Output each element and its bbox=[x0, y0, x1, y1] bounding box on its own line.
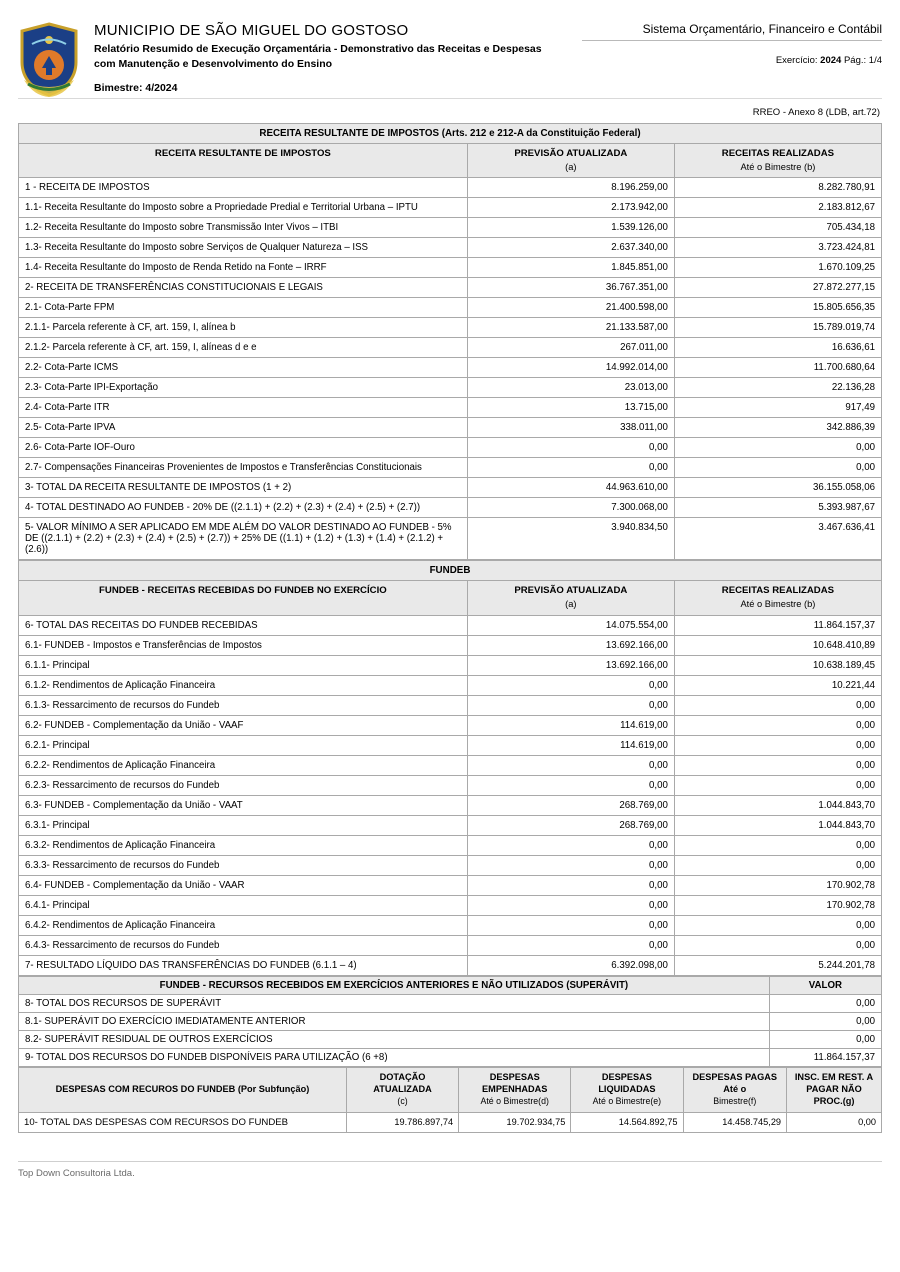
row-value-realizadas: 22.136,28 bbox=[674, 378, 881, 398]
column-header-description: RECEITA RESULTANTE DE IMPOSTOS bbox=[19, 144, 468, 178]
row-value-realizadas: 0,00 bbox=[674, 835, 881, 855]
row-value-realizadas: 0,00 bbox=[674, 855, 881, 875]
row-value-realizadas: 8.282.780,91 bbox=[674, 178, 881, 198]
footer-text: Top Down Consultoria Ltda. bbox=[18, 1167, 135, 1179]
column-header-empenhadas-sub: Até o Bimestre(d) bbox=[480, 1096, 549, 1107]
table-row bbox=[19, 655, 882, 675]
row-value-previsao: 2.637.340,00 bbox=[467, 238, 674, 258]
report-title-line1: Relatório Resumido de Execução Orçamentária - Demonstrativo das Receitas e Despesas bbox=[94, 43, 542, 55]
row-value-realizadas: 36.155.058,06 bbox=[674, 478, 881, 498]
logo-container bbox=[18, 22, 90, 96]
column-header-previsao-fundeb bbox=[467, 581, 674, 615]
row-value-pagas: 14.458.745,29 bbox=[683, 1112, 787, 1132]
document-header bbox=[18, 22, 882, 96]
table-row bbox=[19, 198, 882, 218]
header-right bbox=[582, 22, 882, 66]
table-row bbox=[19, 478, 882, 498]
document-footer bbox=[18, 1161, 882, 1179]
row-value-realizadas: 2.183.812,67 bbox=[674, 198, 881, 218]
row-value-realizadas: 10.648.410,89 bbox=[674, 635, 881, 655]
column-header-previsao-sub: (a) bbox=[565, 161, 577, 172]
band-title-fundeb: FUNDEB bbox=[19, 561, 882, 581]
column-header-liquidadas bbox=[571, 1067, 683, 1112]
row-value-previsao: 1.845.851,00 bbox=[467, 258, 674, 278]
row-label: 9- TOTAL DOS RECURSOS DO FUNDEB DISPONÍVEIS PARA UTILIZAÇÃO (6 +8) bbox=[19, 1048, 770, 1066]
table-row bbox=[19, 735, 882, 755]
row-label: 6.3- FUNDEB - Complementação da União - VAAT bbox=[19, 795, 468, 815]
table-row bbox=[19, 258, 882, 278]
row-label: 6.4.1- Principal bbox=[19, 895, 468, 915]
row-value-previsao: 268.769,00 bbox=[467, 815, 674, 835]
row-label: 2.1- Cota-Parte FPM bbox=[19, 298, 468, 318]
row-label: 2.5- Cota-Parte IPVA bbox=[19, 418, 468, 438]
table-row bbox=[19, 458, 882, 478]
table-row bbox=[19, 815, 882, 835]
table-header-row bbox=[19, 144, 882, 178]
row-value-realizadas: 0,00 bbox=[674, 438, 881, 458]
column-header-pagas-label: DESPESAS PAGAS Até o bbox=[692, 1072, 778, 1095]
bimestre-value: 4/2024 bbox=[145, 82, 178, 95]
row-value-realizadas: 0,00 bbox=[674, 755, 881, 775]
row-label: 3- TOTAL DA RECEITA RESULTANTE DE IMPOSTOS (1 + 2) bbox=[19, 478, 468, 498]
column-header-realizadas-sub: Até o Bimestre (b) bbox=[740, 161, 816, 172]
row-value-previsao: 13.715,00 bbox=[467, 398, 674, 418]
row-value-realizadas: 11.700.680,64 bbox=[674, 358, 881, 378]
row-value-previsao: 0,00 bbox=[467, 835, 674, 855]
row-value-previsao: 267.011,00 bbox=[467, 338, 674, 358]
row-label: 2.4- Cota-Parte ITR bbox=[19, 398, 468, 418]
row-value-previsao: 8.196.259,00 bbox=[467, 178, 674, 198]
row-value-realizadas: 15.789.019,74 bbox=[674, 318, 881, 338]
table-row bbox=[19, 715, 882, 735]
row-label: 2.1.2- Parcela referente à CF, art. 159, I, alíneas d e e bbox=[19, 338, 468, 358]
row-label: 8- TOTAL DOS RECURSOS DE SUPERÁVIT bbox=[19, 994, 770, 1012]
row-value-realizadas: 0,00 bbox=[674, 775, 881, 795]
row-value-realizadas: 27.872.277,15 bbox=[674, 278, 881, 298]
row-value-previsao: 0,00 bbox=[467, 438, 674, 458]
table-header-row bbox=[19, 581, 882, 615]
row-label: 6.2.1- Principal bbox=[19, 735, 468, 755]
table-body-section1 bbox=[19, 178, 882, 560]
table-row bbox=[19, 218, 882, 238]
row-value-realizadas: 16.636,61 bbox=[674, 338, 881, 358]
column-header-description-fundeb: FUNDEB - RECEITAS RECEBIDAS DO FUNDEB NO EXERCÍCIO bbox=[19, 581, 468, 615]
table-row bbox=[19, 1048, 882, 1066]
row-label: 6.1.3- Ressarcimento de recursos do Fundeb bbox=[19, 695, 468, 715]
table-row bbox=[19, 635, 882, 655]
column-header-previsao-fundeb-sub: (a) bbox=[565, 599, 577, 610]
row-value-previsao: 0,00 bbox=[467, 775, 674, 795]
row-value-previsao: 1.539.126,00 bbox=[467, 218, 674, 238]
row-label: 2.7- Compensações Financeiras Provenientes de Impostos e Transferências Constitucionais bbox=[19, 458, 468, 478]
column-header-previsao bbox=[467, 144, 674, 178]
column-header-dotacao bbox=[346, 1067, 458, 1112]
row-value-realizadas: 1.044.843,70 bbox=[674, 795, 881, 815]
row-label: 6.4- FUNDEB - Complementação da União - VAAR bbox=[19, 875, 468, 895]
table-row bbox=[19, 915, 882, 935]
row-value-previsao: 0,00 bbox=[467, 695, 674, 715]
row-value-empenhadas: 19.702.934,75 bbox=[459, 1112, 571, 1132]
row-label: 6.2- FUNDEB - Complementação da União - VAAF bbox=[19, 715, 468, 735]
row-value-realizadas: 0,00 bbox=[674, 715, 881, 735]
row-label: 7- RESULTADO LÍQUIDO DAS TRANSFERÊNCIAS DO FUNDEB (6.1.1 – 4) bbox=[19, 955, 468, 975]
table-row bbox=[19, 438, 882, 458]
header-divider-2 bbox=[18, 98, 882, 99]
table-row bbox=[19, 418, 882, 438]
exercicio-value: 2024 bbox=[820, 55, 842, 66]
row-label: 1.4- Receita Resultante do Imposto de Renda Retido na Fonte – IRRF bbox=[19, 258, 468, 278]
row-value-realizadas: 0,00 bbox=[674, 458, 881, 478]
row-value-previsao: 21.133.587,00 bbox=[467, 318, 674, 338]
row-value-realizadas: 10.221,44 bbox=[674, 675, 881, 695]
row-label: 10- TOTAL DAS DESPESAS COM RECURSOS DO FUNDEB bbox=[19, 1112, 347, 1132]
table-row bbox=[19, 278, 882, 298]
row-label: 6.3.1- Principal bbox=[19, 815, 468, 835]
page-value: 1/4 bbox=[868, 55, 882, 66]
row-value-previsao: 7.300.068,00 bbox=[467, 498, 674, 518]
row-value-previsao: 0,00 bbox=[467, 458, 674, 478]
row-label: 1.1- Receita Resultante do Imposto sobre a Propriedade Predial e Territorial Urbana – IPTU bbox=[19, 198, 468, 218]
table-row bbox=[19, 1112, 882, 1132]
column-header-despesas-desc: DESPESAS COM RECUROS DO FUNDEB (Por Subfunção) bbox=[19, 1067, 347, 1112]
table-row bbox=[19, 318, 882, 338]
row-label: 8.1- SUPERÁVIT DO EXERCÍCIO IMEDIATAMENTE ANTERIOR bbox=[19, 1012, 770, 1030]
table-row bbox=[19, 178, 882, 198]
table-fundeb-receitas bbox=[18, 560, 882, 975]
exercicio-field bbox=[582, 55, 882, 66]
row-value-previsao: 14.075.554,00 bbox=[467, 615, 674, 635]
row-value-realizadas: 0,00 bbox=[674, 935, 881, 955]
row-label: 2.2- Cota-Parte ICMS bbox=[19, 358, 468, 378]
row-value-valor: 11.864.157,37 bbox=[769, 1048, 881, 1066]
table-row bbox=[19, 955, 882, 975]
table-body-section2 bbox=[19, 615, 882, 975]
row-value-realizadas: 170.902,78 bbox=[674, 875, 881, 895]
row-label: 8.2- SUPERÁVIT RESIDUAL DE OUTROS EXERCÍCIOS bbox=[19, 1030, 770, 1048]
table-band-row bbox=[19, 561, 882, 581]
column-header-realizadas bbox=[674, 144, 881, 178]
row-value-realizadas: 917,49 bbox=[674, 398, 881, 418]
column-header-inscritas: INSC. EM REST. A PAGAR NÃO PROC.(g) bbox=[787, 1067, 882, 1112]
row-value-realizadas: 1.670.109,25 bbox=[674, 258, 881, 278]
table-body-section3 bbox=[19, 994, 882, 1066]
row-label: 6.3.2- Rendimentos de Aplicação Financeira bbox=[19, 835, 468, 855]
column-header-realizadas-fundeb bbox=[674, 581, 881, 615]
row-label: 6- TOTAL DAS RECEITAS DO FUNDEB RECEBIDAS bbox=[19, 615, 468, 635]
bimestre-field bbox=[94, 82, 582, 94]
row-value-realizadas: 11.864.157,37 bbox=[674, 615, 881, 635]
table-band-row bbox=[19, 976, 882, 994]
table-row bbox=[19, 398, 882, 418]
column-header-previsao-label: PREVISÃO ATUALIZADA bbox=[514, 148, 628, 159]
row-label: 2.6- Cota-Parte IOF-Ouro bbox=[19, 438, 468, 458]
table-row bbox=[19, 855, 882, 875]
table-header-row bbox=[19, 1067, 882, 1112]
table-band-row bbox=[19, 124, 882, 144]
table-row bbox=[19, 755, 882, 775]
row-value-realizadas: 342.886,39 bbox=[674, 418, 881, 438]
table-row bbox=[19, 994, 882, 1012]
row-value-realizadas: 1.044.843,70 bbox=[674, 815, 881, 835]
table-row bbox=[19, 378, 882, 398]
row-label: 1 - RECEITA DE IMPOSTOS bbox=[19, 178, 468, 198]
row-value-realizadas: 0,00 bbox=[674, 735, 881, 755]
row-label: 1.3- Receita Resultante do Imposto sobre Serviços de Qualquer Natureza – ISS bbox=[19, 238, 468, 258]
row-value-realizadas: 0,00 bbox=[674, 695, 881, 715]
row-label: 2.3- Cota-Parte IPI-Exportação bbox=[19, 378, 468, 398]
column-header-dotacao-sub: (c) bbox=[397, 1096, 408, 1107]
bimestre-label: Bimestre: bbox=[94, 82, 143, 95]
row-value-previsao: 13.692.166,00 bbox=[467, 635, 674, 655]
row-value-previsao: 36.767.351,00 bbox=[467, 278, 674, 298]
row-value-previsao: 268.769,00 bbox=[467, 795, 674, 815]
row-label: 6.3.3- Ressarcimento de recursos do Fundeb bbox=[19, 855, 468, 875]
column-header-pagas bbox=[683, 1067, 787, 1112]
row-label: 2.1.1- Parcela referente à CF, art. 159, I, alínea b bbox=[19, 318, 468, 338]
table-row bbox=[19, 518, 882, 560]
report-title bbox=[94, 42, 582, 72]
system-name: Sistema Orçamentário, Financeiro e Contábil bbox=[642, 22, 882, 36]
row-value-previsao: 0,00 bbox=[467, 675, 674, 695]
row-value-inscritas: 0,00 bbox=[787, 1112, 882, 1132]
row-value-previsao: 0,00 bbox=[467, 935, 674, 955]
table-receita-resultante-impostos bbox=[18, 123, 882, 560]
table-row bbox=[19, 238, 882, 258]
row-label: 6.1- FUNDEB - Impostos e Transferências de Impostos bbox=[19, 635, 468, 655]
row-value-realizadas: 5.244.201,78 bbox=[674, 955, 881, 975]
table-row bbox=[19, 875, 882, 895]
column-header-empenhadas-label: DESPESAS EMPENHADAS bbox=[482, 1072, 548, 1095]
row-label: 6.2.2- Rendimentos de Aplicação Financeira bbox=[19, 755, 468, 775]
table-row bbox=[19, 498, 882, 518]
row-label: 6.1.1- Principal bbox=[19, 655, 468, 675]
table-row bbox=[19, 695, 882, 715]
table-row bbox=[19, 1030, 882, 1048]
column-header-valor: VALOR bbox=[769, 976, 881, 994]
table-row bbox=[19, 338, 882, 358]
row-label: 2- RECEITA DE TRANSFERÊNCIAS CONSTITUCIONAIS E LEGAIS bbox=[19, 278, 468, 298]
row-value-previsao: 2.173.942,00 bbox=[467, 198, 674, 218]
column-header-previsao-fundeb-label: PREVISÃO ATUALIZADA bbox=[514, 585, 628, 597]
table-row bbox=[19, 675, 882, 695]
table-row bbox=[19, 1012, 882, 1030]
row-label: 1.2- Receita Resultante do Imposto sobre Transmissão Inter Vivos – ITBI bbox=[19, 218, 468, 238]
row-label: 4- TOTAL DESTINADO AO FUNDEB - 20% DE ((2.1.1) + (2.2) + (2.3) + (2.4) + (2.5) + (2.7)) bbox=[19, 498, 468, 518]
row-value-previsao: 114.619,00 bbox=[467, 735, 674, 755]
row-value-previsao: 44.963.610,00 bbox=[467, 478, 674, 498]
table-row bbox=[19, 615, 882, 635]
row-value-realizadas: 170.902,78 bbox=[674, 895, 881, 915]
band-title-superavit: FUNDEB - RECURSOS RECEBIDOS EM EXERCÍCIOS ANTERIORES E NÃO UTILIZADOS (SUPERÁVIT) bbox=[19, 976, 770, 994]
page-label: Pág.: bbox=[843, 55, 867, 66]
row-value-liquidadas: 14.564.892,75 bbox=[571, 1112, 683, 1132]
row-label: 5- VALOR MÍNIMO A SER APLICADO EM MDE ALÉM DO VALOR DESTINADO AO FUNDEB - 5% DE ((2.1.1) + (2.2) + (2.3) + (2.4) + (2.5) + (2.7)) + 25% DE ((1.1) + (1.2) + (1.3) + (1.4) + (2.1.2) + (2.6)) bbox=[19, 518, 468, 560]
table-row bbox=[19, 835, 882, 855]
row-value-previsao: 21.400.598,00 bbox=[467, 298, 674, 318]
report-title-line2: com Manutenção e Desenvolvimento do Ensino bbox=[94, 58, 333, 71]
row-value-valor: 0,00 bbox=[769, 994, 881, 1012]
table-fundeb-superavit bbox=[18, 976, 882, 1067]
row-value-realizadas: 5.393.987,67 bbox=[674, 498, 881, 518]
exercicio-label: Exercício: bbox=[775, 55, 818, 66]
row-value-previsao: 338.011,00 bbox=[467, 418, 674, 438]
table-despesas-fundeb bbox=[18, 1067, 882, 1133]
row-value-previsao: 0,00 bbox=[467, 875, 674, 895]
city-name: MUNICIPIO DE SÃO MIGUEL DO GOSTOSO bbox=[94, 22, 409, 39]
row-label: 6.1.2- Rendimentos de Aplicação Financeira bbox=[19, 675, 468, 695]
row-label: 6.2.3- Ressarcimento de recursos do Fundeb bbox=[19, 775, 468, 795]
table-row bbox=[19, 895, 882, 915]
column-header-liquidadas-label: DESPESAS LIQUIDADAS bbox=[598, 1072, 656, 1095]
row-value-previsao: 13.692.166,00 bbox=[467, 655, 674, 675]
table-row bbox=[19, 775, 882, 795]
row-value-realizadas: 10.638.189,45 bbox=[674, 655, 881, 675]
header-titles bbox=[90, 22, 582, 94]
row-label: 6.4.3- Ressarcimento de recursos do Fundeb bbox=[19, 935, 468, 955]
anexo-reference: RREO - Anexo 8 (LDB, art.72) bbox=[752, 107, 880, 118]
table-row bbox=[19, 298, 882, 318]
row-value-realizadas: 3.723.424,81 bbox=[674, 238, 881, 258]
row-value-previsao: 0,00 bbox=[467, 895, 674, 915]
column-header-dotacao-label: DOTAÇÃO ATUALIZADA bbox=[373, 1072, 432, 1095]
column-header-empenhadas bbox=[459, 1067, 571, 1112]
row-value-realizadas: 15.805.656,35 bbox=[674, 298, 881, 318]
column-header-liquidadas-sub: Até o Bimestre(e) bbox=[592, 1096, 662, 1107]
row-value-previsao: 6.392.098,00 bbox=[467, 955, 674, 975]
table-row bbox=[19, 935, 882, 955]
table-row bbox=[19, 358, 882, 378]
row-value-dotacao: 19.786.897,74 bbox=[346, 1112, 458, 1132]
table-row bbox=[19, 795, 882, 815]
row-value-previsao: 0,00 bbox=[467, 755, 674, 775]
row-label: 6.4.2- Rendimentos de Aplicação Financeira bbox=[19, 915, 468, 935]
row-value-realizadas: 3.467.636,41 bbox=[674, 518, 881, 560]
row-value-valor: 0,00 bbox=[769, 1030, 881, 1048]
header-divider-1 bbox=[582, 40, 882, 41]
column-header-realizadas-fundeb-sub: Até o Bimestre (b) bbox=[740, 599, 816, 610]
band-title: RECEITA RESULTANTE DE IMPOSTOS (Arts. 212 e 212-A da Constituição Federal) bbox=[19, 124, 882, 144]
column-header-realizadas-label: RECEITAS REALIZADAS bbox=[721, 148, 835, 159]
row-value-previsao: 23.013,00 bbox=[467, 378, 674, 398]
row-value-valor: 0,00 bbox=[769, 1012, 881, 1030]
row-value-previsao: 3.940.834,50 bbox=[467, 518, 674, 560]
column-header-realizadas-fundeb-label: RECEITAS REALIZADAS bbox=[721, 585, 835, 597]
row-value-previsao: 0,00 bbox=[467, 855, 674, 875]
row-value-realizadas: 0,00 bbox=[674, 915, 881, 935]
row-value-previsao: 14.992.014,00 bbox=[467, 358, 674, 378]
table-body-section4 bbox=[19, 1112, 882, 1132]
row-value-realizadas: 705.434,18 bbox=[674, 218, 881, 238]
column-header-pagas-sub: Bimestre(f) bbox=[713, 1096, 757, 1107]
row-value-previsao: 114.619,00 bbox=[467, 715, 674, 735]
row-value-previsao: 0,00 bbox=[467, 915, 674, 935]
coat-of-arms-icon bbox=[18, 22, 80, 96]
